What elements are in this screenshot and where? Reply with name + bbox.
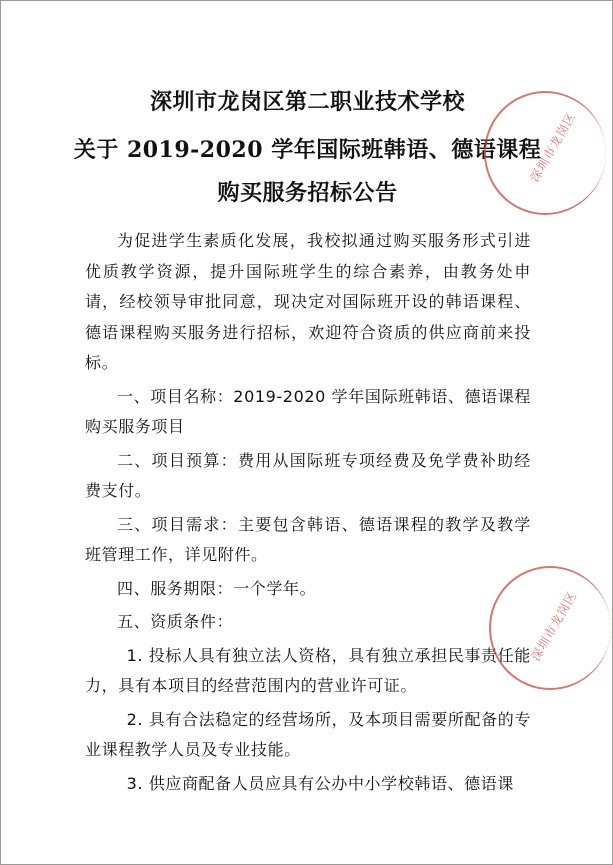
title-line-3: 购买服务招标公告 — [217, 180, 398, 206]
seal-top-text: 深圳市龙岗区 — [527, 109, 579, 185]
document-body — [85, 226, 531, 802]
seal-side-text: 深圳市龙岗区 — [528, 588, 580, 664]
item-project-name: 一、项目名称：2019-2020 学年国际班韩语、德语课程购买服务项目 — [85, 386, 531, 436]
item-project-requirements: 三、项目需求：主要包含韩语、德语课程的教学及教学班管理工作，详见附件。 — [85, 514, 531, 564]
official-seal-side — [489, 566, 611, 690]
title-line-1: 深圳市龙岗区第二职业技术学校 — [149, 89, 465, 115]
qualification-1: 1. 投标人具有独立法人资格，具有独立承担民事责任能力，具有本项目的经营范围内的营业许可证。 — [85, 645, 531, 695]
qualification-2: 2. 具有合法稳定的经营场所，及本项目需要所配备的专业课程教学人员及专业技能。 — [85, 709, 531, 759]
item-service-period: 四、服务期限：一个学年。 — [117, 578, 317, 598]
item-qualifications: 五、资质条件： — [117, 612, 234, 631]
item-project-budget: 二、项目预算：费用从国际班专项经费及免学费补助经费支付。 — [85, 450, 531, 500]
qualification-3: 3. 供应商配备人员应具有公办中小学校韩语、德语课 — [126, 773, 514, 793]
intro-paragraph: 为促进学生素质化发展，我校拟通过购买服务形式引进优质教学资源，提升国际班学生的综合素养，由教务处申请，经校领导审批同意，现决定对国际班开设的韩语课程、德语课程购买服务进行招标，欢迎符合资质的供应商前来投标。 — [85, 231, 531, 372]
official-seal-top — [484, 91, 606, 215]
title-line-2: 关于 2019-2020 学年国际班韩语、德语课程 — [73, 137, 542, 163]
